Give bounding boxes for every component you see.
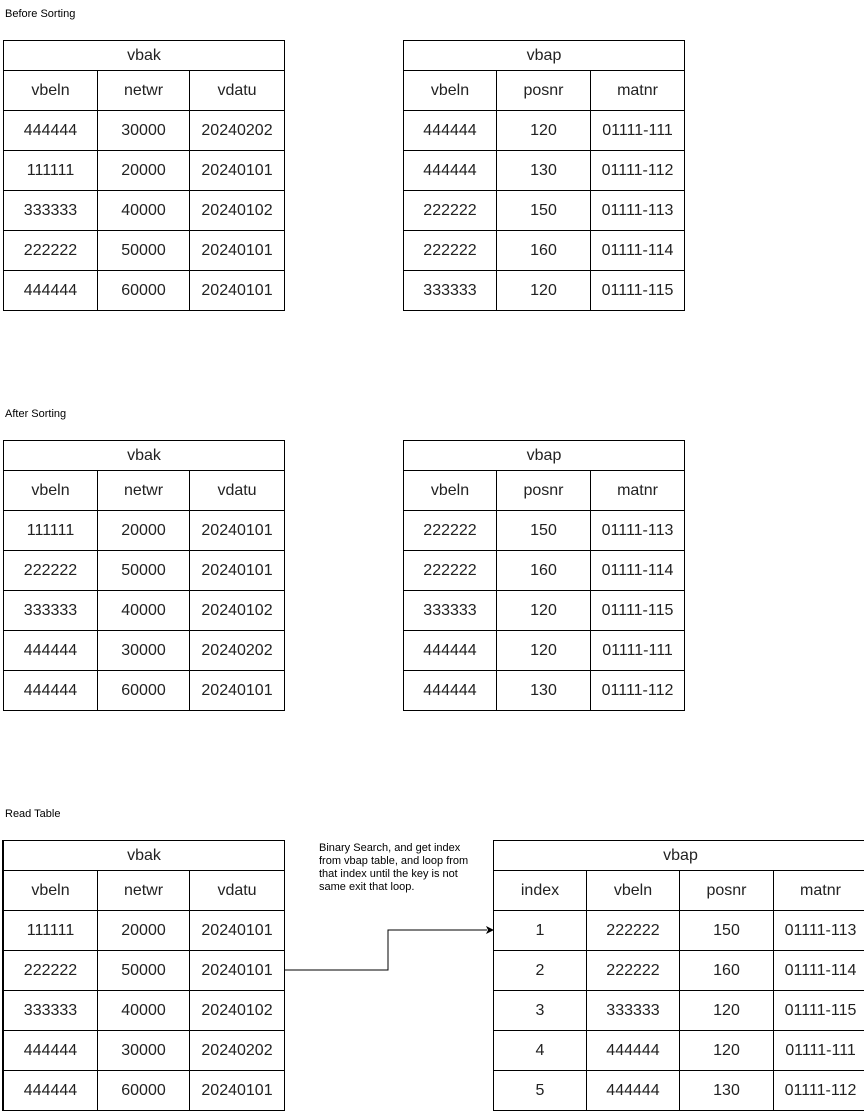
cell: 01111-114 [774, 951, 864, 991]
column-header-matnr: matnr [774, 871, 864, 911]
table-row [404, 271, 685, 311]
cell: 20240101 [190, 671, 285, 711]
cell: 01111-113 [774, 911, 864, 951]
table-row [4, 511, 285, 551]
cell: 20240101 [190, 551, 285, 591]
column-header-vbeln: vbeln [404, 71, 497, 111]
section-label-before-sorting: Before Sorting [5, 8, 76, 20]
cell: 160 [497, 231, 591, 271]
cell: 01111-112 [774, 1071, 864, 1111]
column-header-vbeln: vbeln [4, 71, 98, 111]
cell: 01111-114 [591, 551, 685, 591]
cell: 30000 [98, 631, 190, 671]
vbak-table-before [3, 40, 285, 311]
cell: 111111 [4, 511, 98, 551]
section-label-read-table: Read Table [5, 808, 61, 820]
cell: 20240101 [190, 151, 285, 191]
table-row [4, 631, 285, 671]
column-header-vbeln: vbeln [4, 471, 98, 511]
cell: 222222 [587, 951, 680, 991]
column-header-matnr: matnr [591, 71, 685, 111]
cell: 160 [497, 551, 591, 591]
cell: 60000 [98, 1071, 190, 1111]
cell: 222222 [587, 911, 680, 951]
cell: 333333 [4, 591, 98, 631]
cell: 20240101 [190, 271, 285, 311]
cell: 120 [497, 271, 591, 311]
table-row [4, 551, 285, 591]
cell: 20240101 [190, 911, 285, 951]
table-row [4, 1071, 285, 1111]
table-row [404, 151, 685, 191]
cell: 444444 [4, 1031, 98, 1071]
cell: 333333 [4, 991, 98, 1031]
cell: 20240101 [190, 951, 285, 991]
column-header-netwr: netwr [98, 871, 190, 911]
cell: 222222 [404, 191, 497, 231]
table-row [494, 911, 864, 951]
binary-search-note: Binary Search, and get index from vbap table, and loop from that index until the key is not same exit that loop. [319, 842, 469, 893]
table-title: vbap [404, 41, 685, 71]
cell: 4 [494, 1031, 587, 1071]
column-header-index: index [494, 871, 587, 911]
cell: 111111 [4, 151, 98, 191]
cell: 20000 [98, 511, 190, 551]
column-header-posnr: posnr [497, 471, 591, 511]
cell: 20240202 [190, 631, 285, 671]
table-row [404, 191, 685, 231]
table-row [494, 1031, 864, 1071]
cell: 150 [497, 191, 591, 231]
cell: 120 [497, 631, 591, 671]
vbap-table-before [403, 40, 685, 311]
cell: 01111-113 [591, 191, 685, 231]
cell: 01111-111 [591, 631, 685, 671]
vbap-table-read [493, 840, 864, 1111]
table-row [4, 911, 285, 951]
table-title: vbak [4, 41, 285, 71]
cell: 01111-115 [591, 271, 685, 311]
vbak-table-after [3, 440, 285, 711]
cell: 333333 [587, 991, 680, 1031]
section-label-after-sorting: After Sorting [5, 408, 67, 420]
table-row [4, 271, 285, 311]
table-row [4, 671, 285, 711]
cell: 333333 [404, 271, 497, 311]
cell: 130 [497, 151, 591, 191]
cell: 150 [497, 511, 591, 551]
cell: 20240102 [190, 991, 285, 1031]
cell: 222222 [404, 551, 497, 591]
cell: 20000 [98, 911, 190, 951]
column-header-vdatu: vdatu [190, 871, 285, 911]
cell: 160 [680, 951, 774, 991]
column-header-netwr: netwr [98, 71, 190, 111]
cell: 444444 [404, 151, 497, 191]
table-row [4, 991, 285, 1031]
table-row [4, 1031, 285, 1071]
table-row [494, 1071, 864, 1111]
cell: 01111-111 [774, 1031, 864, 1071]
cell: 5 [494, 1071, 587, 1111]
cell: 150 [680, 911, 774, 951]
table-title: vbap [494, 841, 864, 871]
cell: 50000 [98, 231, 190, 271]
column-header-matnr: matnr [591, 471, 685, 511]
column-header-netwr: netwr [98, 471, 190, 511]
cell: 444444 [4, 271, 98, 311]
cell: 120 [497, 111, 591, 151]
cell: 20240202 [190, 111, 285, 151]
table-row [4, 151, 285, 191]
cell: 40000 [98, 191, 190, 231]
cell: 3 [494, 991, 587, 1031]
table-row [4, 191, 285, 231]
cell: 20240101 [190, 1071, 285, 1111]
cell: 20240102 [190, 591, 285, 631]
column-header-posnr: posnr [497, 71, 591, 111]
cell: 444444 [587, 1071, 680, 1111]
table-title: vbak [4, 441, 285, 471]
cell: 120 [680, 991, 774, 1031]
cell: 1 [494, 911, 587, 951]
cell: 20240202 [190, 1031, 285, 1071]
cell: 111111 [4, 911, 98, 951]
cell: 60000 [98, 671, 190, 711]
cell: 444444 [404, 671, 497, 711]
cell: 01111-114 [591, 231, 685, 271]
column-header-vbeln: vbeln [587, 871, 680, 911]
table-row [4, 591, 285, 631]
table-row [404, 631, 685, 671]
table-row [404, 231, 685, 271]
table-title: vbap [404, 441, 685, 471]
vbak-table-read [3, 840, 285, 1111]
table-row [494, 951, 864, 991]
cell: 222222 [4, 551, 98, 591]
cell: 01111-113 [591, 511, 685, 551]
cell: 444444 [404, 111, 497, 151]
cell: 444444 [404, 631, 497, 671]
cell: 444444 [4, 1071, 98, 1111]
cell: 444444 [587, 1031, 680, 1071]
cell: 120 [680, 1031, 774, 1071]
cell: 20240102 [190, 191, 285, 231]
table-row [404, 511, 685, 551]
column-header-vbeln: vbeln [404, 471, 497, 511]
cell: 40000 [98, 991, 190, 1031]
table-row [404, 671, 685, 711]
cell: 50000 [98, 551, 190, 591]
cell: 120 [497, 591, 591, 631]
table-row [404, 551, 685, 591]
cell: 20240101 [190, 511, 285, 551]
cell: 40000 [98, 591, 190, 631]
vbap-table-after [403, 440, 685, 711]
cell: 50000 [98, 951, 190, 991]
cell: 01111-112 [591, 151, 685, 191]
cell: 444444 [4, 631, 98, 671]
cell: 20000 [98, 151, 190, 191]
cell: 222222 [4, 231, 98, 271]
table-row [404, 591, 685, 631]
cell: 01111-111 [591, 111, 685, 151]
cell: 130 [497, 671, 591, 711]
cell: 01111-115 [774, 991, 864, 1031]
cell: 30000 [98, 1031, 190, 1071]
cell: 01111-112 [591, 671, 685, 711]
cell: 444444 [4, 111, 98, 151]
cell: 30000 [98, 111, 190, 151]
table-row [404, 111, 685, 151]
column-header-vdatu: vdatu [190, 471, 285, 511]
cell: 20240101 [190, 231, 285, 271]
table-row [4, 111, 285, 151]
column-header-posnr: posnr [680, 871, 774, 911]
cell: 60000 [98, 271, 190, 311]
table-title: vbak [4, 841, 285, 871]
cell: 222222 [404, 231, 497, 271]
table-row [4, 951, 285, 991]
cell: 444444 [4, 671, 98, 711]
cell: 333333 [404, 591, 497, 631]
table-row [4, 231, 285, 271]
table-row [494, 991, 864, 1031]
column-header-vbeln: vbeln [4, 871, 98, 911]
column-header-vdatu: vdatu [190, 71, 285, 111]
cell: 333333 [4, 191, 98, 231]
cell: 01111-115 [591, 591, 685, 631]
cell: 2 [494, 951, 587, 991]
cell: 222222 [404, 511, 497, 551]
cell: 222222 [4, 951, 98, 991]
cell: 130 [680, 1071, 774, 1111]
